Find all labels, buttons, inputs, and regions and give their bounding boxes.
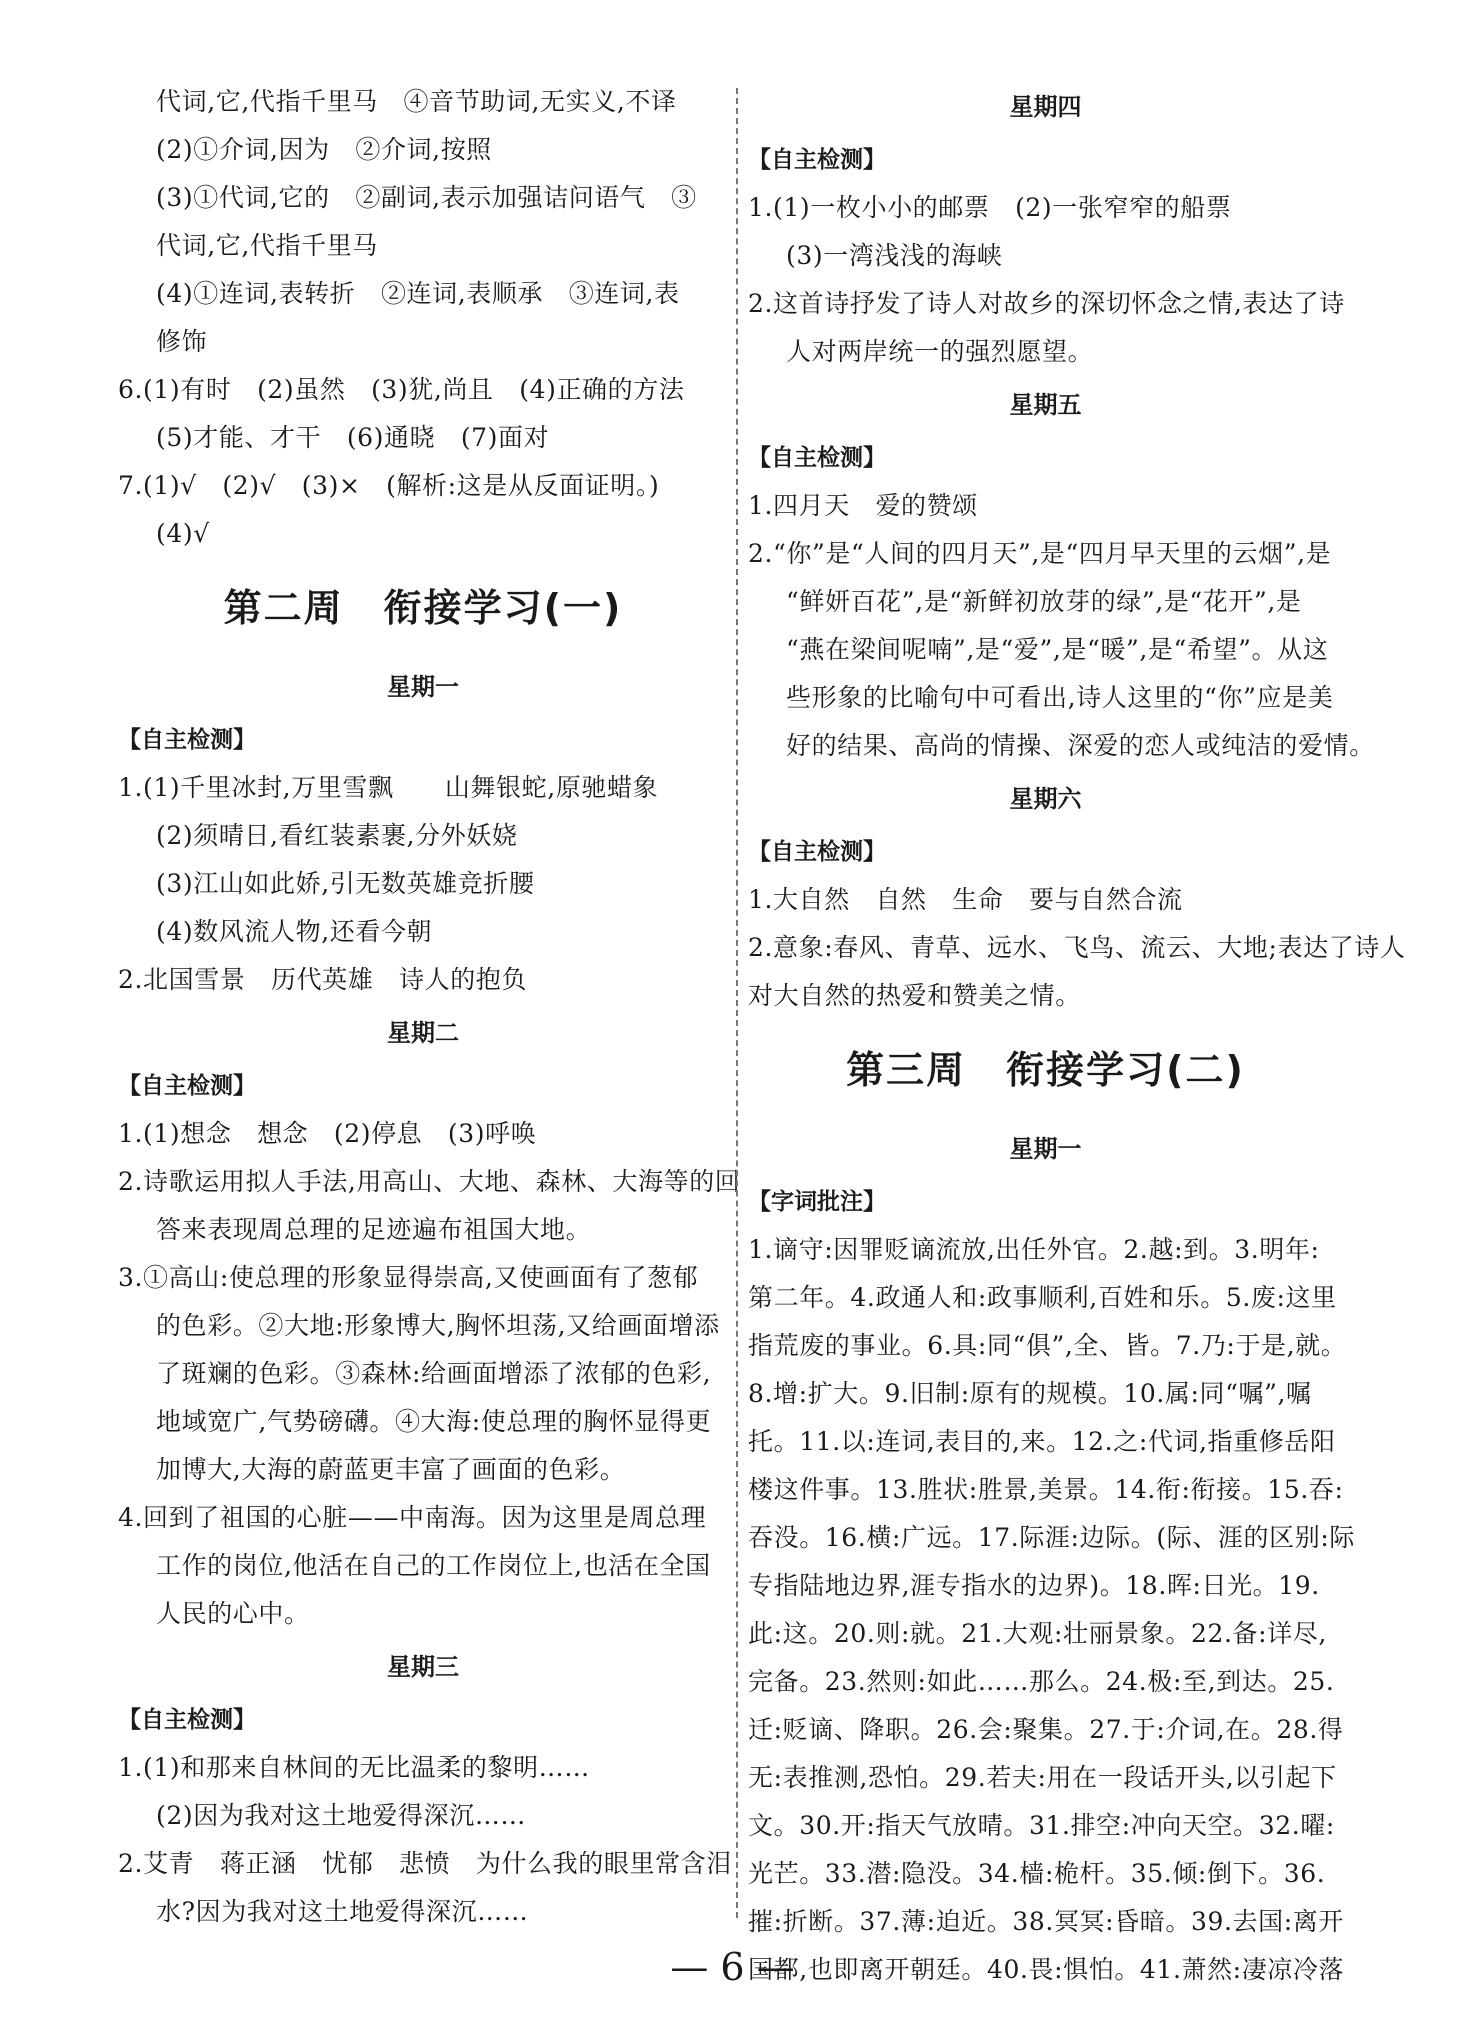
week-heading: 第三周 衔接学习(二) [846,1048,1245,1092]
answer-line: 2.意象:春风、青草、远水、飞鸟、流云、大地;表达了诗人 [748,933,1406,962]
section-tag: 【自主检测】 [748,839,886,865]
answer-line: 2.这首诗抒发了诗人对故乡的深切怀念之情,表达了诗 [748,289,1345,318]
answer-line: 加博大,大海的蔚蓝更丰富了画面的色彩。 [156,1455,626,1484]
answer-line: 6.(1)有时 (2)虽然 (3)犹,尚且 (4)正确的方法 [118,375,685,404]
answer-line: 1.四月天 爱的赞颂 [748,491,978,520]
answer-line: 1.(1)和那来自林间的无比温柔的黎明…… [118,1753,590,1782]
answer-line: 专指陆地边界,涯专指水的边界)。18.晖:日光。19. [748,1571,1320,1600]
answer-line: 1.谪守:因罪贬谪流放,出任外官。2.越:到。3.明年: [748,1235,1320,1264]
answer-line: 水?因为我对这土地爱得深沉…… [156,1897,529,1926]
answer-line: 第二年。4.政通人和:政事顺利,百姓和乐。5.废:这里 [748,1283,1337,1312]
answer-line: (4)①连词,表转折 ②连词,表顺承 ③连词,表 [156,279,680,308]
answer-line: 工作的岗位,他活在自己的工作岗位上,也活在全国 [156,1551,711,1580]
answer-line: 指荒废的事业。6.具:同“俱”,全、皆。7.乃:于是,就。 [748,1331,1347,1360]
answer-line: 1.(1)千里冰封,万里雪飘 山舞银蛇,原驰蜡象 [118,773,659,802]
answer-line: 1.(1)想念 想念 (2)停息 (3)呼唤 [118,1119,537,1148]
answer-line: (2)须晴日,看红装素裹,分外妖娆 [156,821,518,850]
answer-line: 了斑斓的色彩。③森林:给画面增添了浓郁的色彩, [156,1359,712,1388]
section-tag: 【自主检测】 [118,1073,256,1099]
answer-line: 些形象的比喻句中可看出,诗人这里的“你”应是美 [786,683,1334,712]
answer-line: (4)数风流人物,还看今朝 [156,917,433,946]
answer-line: 国都,也即离开朝廷。40.畏:惧怕。41.萧然:凄凉冷落 [748,1955,1345,1984]
answer-line: 2.“你”是“人间的四月天”,是“四月早天里的云烟”,是 [748,539,1332,568]
answer-line: 4.回到了祖国的心脏——中南海。因为这里是周总理 [118,1503,707,1532]
answer-line: 8.增:扩大。9.旧制:原有的规模。10.属:同“嘱”,嘱 [748,1379,1312,1408]
answer-line: 人民的心中。 [156,1599,310,1628]
section-tag: 【自主检测】 [118,727,256,753]
answer-line: “鲜妍百花”,是“新鲜初放芽的绿”,是“花开”,是 [786,587,1302,616]
answer-line: 答来表现周总理的足迹遍布祖国大地。 [156,1215,592,1244]
answer-line: 1.大自然 自然 生命 要与自然合流 [748,885,1183,914]
answer-line: 代词,它,代指千里马 [156,231,378,260]
answer-line: 摧:折断。37.薄:迫近。38.冥冥:昏暗。39.去国:离开 [748,1907,1344,1936]
answer-line: (3)一湾浅浅的海峡 [786,241,1003,270]
answer-line: 迁:贬谪、降职。26.会:聚集。27.于:介词,在。28.得 [748,1715,1344,1744]
section-tag: 【自主检测】 [118,1707,256,1733]
answer-line: 1.(1)一枚小小的邮票 (2)一张窄窄的船票 [748,193,1232,222]
day-heading: 星期五 [1009,391,1082,419]
answer-line: 光芒。33.潜:隐没。34.樯:桅杆。35.倾:倒下。36. [748,1859,1326,1888]
answer-line: (2)①介词,因为 ②介词,按照 [156,135,492,164]
answer-line: (2)因为我对这土地爱得深沉…… [156,1801,527,1830]
answer-line: 3.①高山:使总理的形象显得崇高,又使画面有了葱郁 [118,1263,699,1292]
day-heading: 星期三 [387,1653,459,1681]
answer-line: 的色彩。②大地:形象博大,胸怀坦荡,又给画面增添 [156,1311,720,1340]
answer-line: (3)江山如此娇,引无数英雄竞折腰 [156,869,535,898]
day-heading: 星期二 [387,1019,459,1047]
answer-line: 2.诗歌运用拟人手法,用高山、大地、森林、大海等的回 [118,1167,741,1196]
answer-line: 7.(1)√ (2)√ (3)× (解析:这是从反面证明。) [118,471,660,500]
section-tag: 【自主检测】 [748,147,886,173]
answer-line: 修饰 [156,327,208,356]
answer-line: 托。11.以:连词,表目的,来。12.之:代词,指重修岳阳 [748,1427,1336,1456]
answer-line: 2.艾青 蒋正涵 忧郁 悲愤 为什么我的眼里常含泪 [118,1849,732,1878]
answer-line: 地域宽广,气势磅礴。④大海:使总理的胸怀显得更 [156,1407,712,1436]
answer-line: 2.北国雪景 历代英雄 诗人的抱负 [118,965,528,994]
week-heading: 第二周 衔接学习(一) [223,586,623,630]
page-number: — 6 — [670,1945,795,1989]
day-heading: 星期六 [1009,785,1082,813]
answer-line: 吞没。16.横:广远。17.际涯:边际。(际、涯的区别:际 [748,1523,1355,1552]
answer-line: 代词,它,代指千里马 ④音节助词,无实义,不译 [156,87,677,116]
day-heading: 星期四 [1009,93,1082,121]
day-heading: 星期一 [1009,1135,1082,1163]
answer-line: 此:这。20.则:就。21.大观:壮丽景象。22.备:详尽, [748,1619,1327,1648]
answer-line: (3)①代词,它的 ②副词,表示加强诘问语气 ③ [156,183,697,212]
left-column [118,78,741,1936]
answer-line: 人对两岸统一的强烈愿望。 [786,337,1094,366]
answer-line: “燕在梁间呢喃”,是“爱”,是“暖”,是“希望”。从这 [786,635,1329,664]
answer-line: 文。30.开:指天气放晴。31.排空:冲向天空。32.曜: [748,1811,1335,1840]
answer-line: 无:表推测,恐怕。29.若夫:用在一段话开头,以引起下 [748,1763,1337,1792]
answer-line: (5)才能、才干 (6)通晓 (7)面对 [156,423,550,452]
answer-line: 楼这件事。13.胜状:胜景,美景。14.衔:衔接。15.吞: [748,1475,1344,1504]
answer-line: 对大自然的热爱和赞美之情。 [748,981,1081,1010]
section-tag: 【字词批注】 [748,1189,886,1215]
answer-line: 好的结果、高尚的情操、深爱的恋人或纯洁的爱情。 [786,731,1375,760]
section-tag: 【自主检测】 [748,445,886,471]
answer-line: 完备。23.然则:如此……那么。24.极:至,到达。25. [748,1667,1335,1696]
day-heading: 星期一 [387,673,459,701]
column-divider [736,88,738,1918]
right-column [748,78,1406,1994]
answer-line: (4)√ [156,519,210,548]
